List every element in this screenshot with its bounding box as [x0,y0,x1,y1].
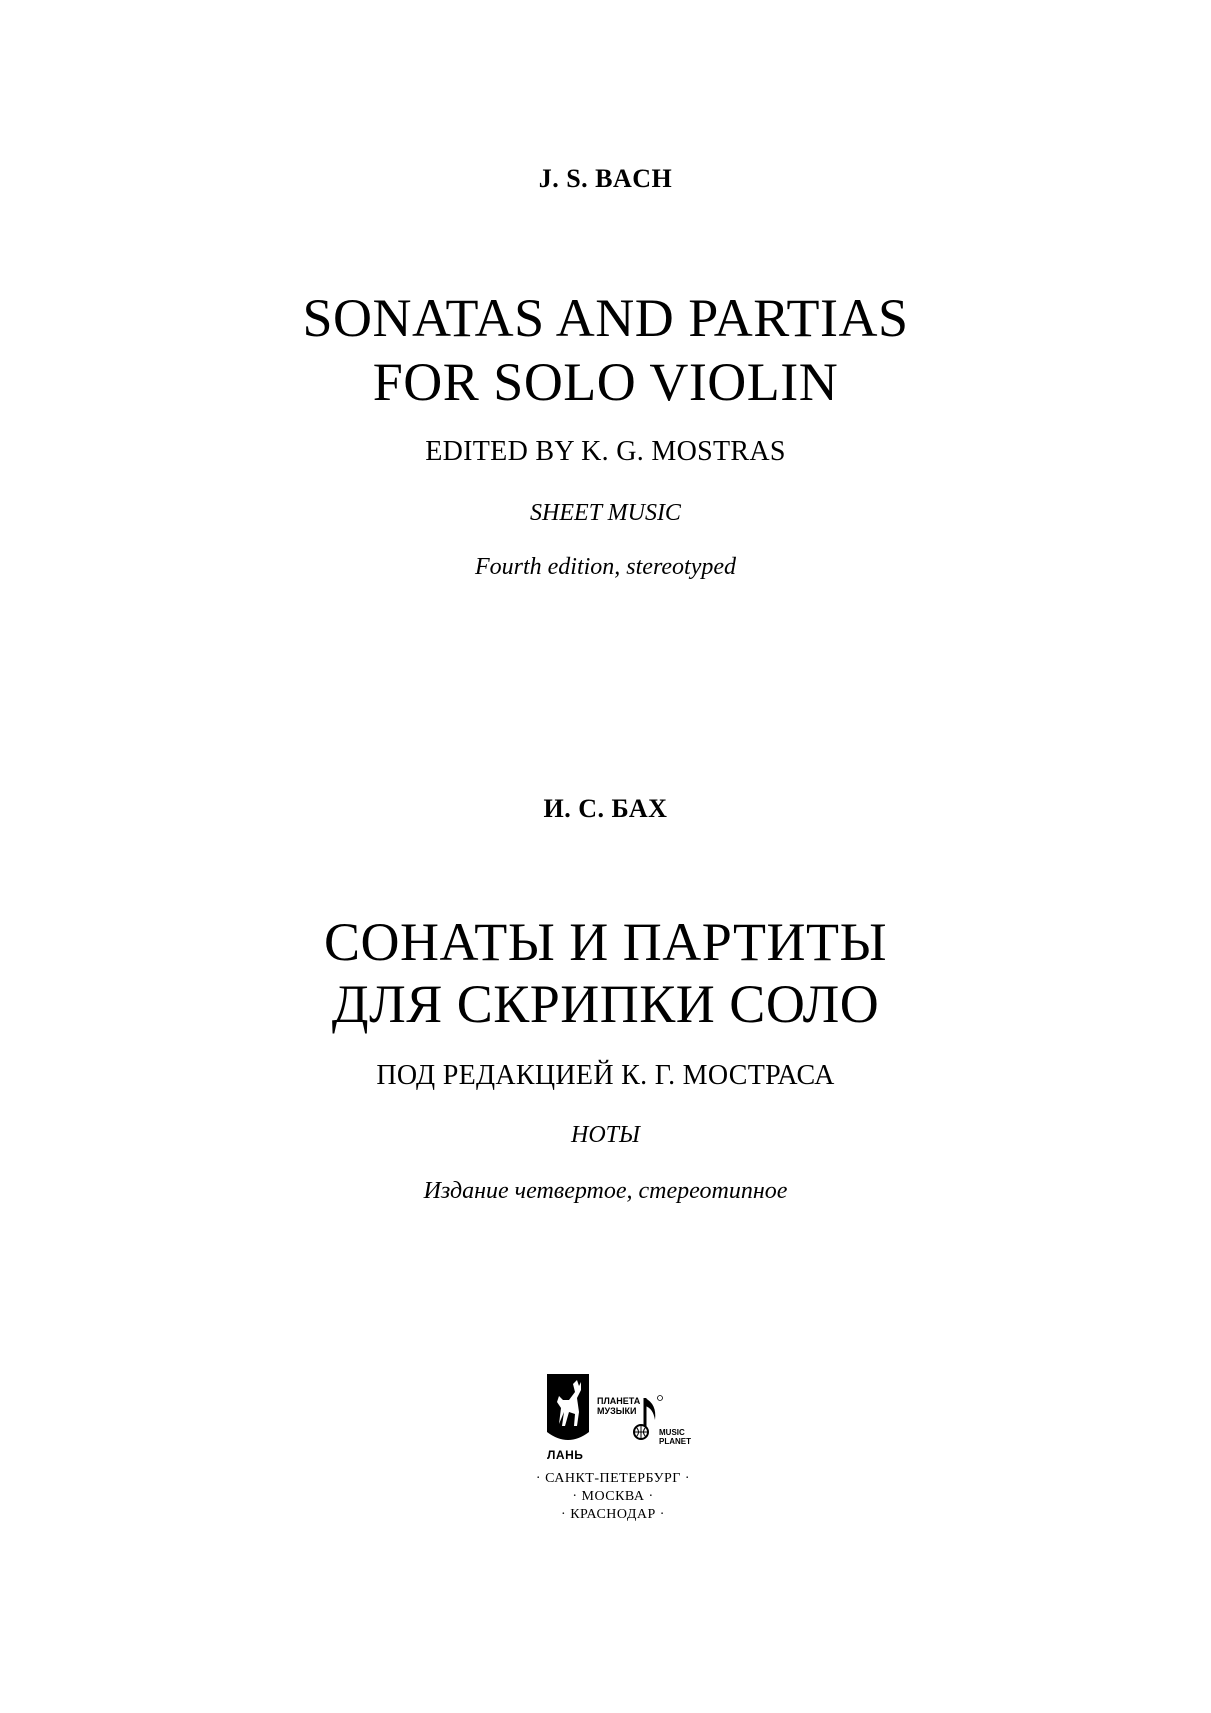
russian-editor: ПОД РЕДАКЦИЕЙ К. Г. МОСТРАСА [376,1060,835,1091]
publisher-logo [513,1372,713,1522]
english-author: J. S. BACH [538,164,673,193]
lan-label: ЛАНЬ [547,1448,584,1462]
english-editor: EDITED BY K. G. MOSTRAS [425,436,786,467]
russian-genre: НОТЫ [571,1122,640,1148]
publisher-cities [513,1470,713,1524]
english-edition: Fourth edition, stereotyped [474,554,737,580]
city-line: · САНКТ-ПЕТЕРБУРГ · [535,1471,691,1486]
russian-author: И. С. БАХ [543,794,668,823]
russian-title-line-1: СОНАТЫ И ПАРТИТЫ [323,912,888,972]
planeta-muzyki-label: ПЛАНЕТА МУЗЫКИ [597,1396,641,1416]
city-line: · КРАСНОДАР · [561,1507,665,1522]
city-line: · МОСКВА · [572,1489,654,1504]
english-genre: SHEET MUSIC [530,500,681,526]
music-planet-label: MUSIC PLANET [659,1428,691,1446]
russian-edition: Издание четвертое, стереотипное [423,1178,788,1204]
russian-title-line-2: ДЛЯ СКРИПКИ СОЛО [331,974,880,1034]
english-title-line-1: SONATAS AND PARTIAS [302,288,909,348]
english-title-line-2: FOR SOLO VIOLIN [372,352,839,412]
deer-icon [545,1372,591,1448]
